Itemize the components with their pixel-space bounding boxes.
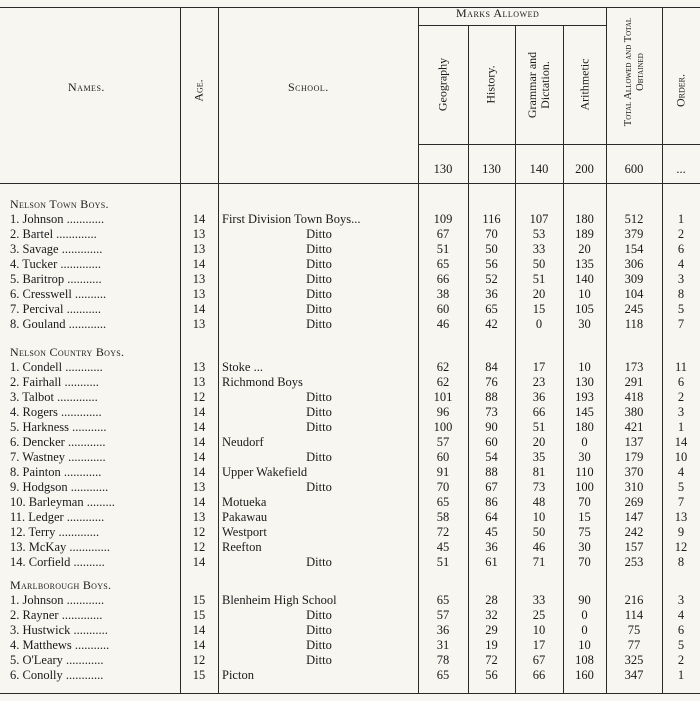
arithmetic-cell: 15 — [578, 510, 591, 524]
history-cell: 28 — [485, 593, 498, 607]
arithmetic-cell: 193 — [575, 390, 594, 404]
history-cell: 32 — [485, 608, 498, 622]
school-cell: Ditto — [306, 653, 332, 667]
history-cell: 42 — [485, 317, 498, 331]
age-cell: 14 — [192, 623, 206, 637]
order-cell: 6 — [677, 242, 685, 256]
geography-cell: 70 — [436, 480, 450, 494]
grammar-cell: 0 — [535, 317, 543, 331]
total-cell: 306 — [624, 257, 644, 271]
school-cell: Ditto — [306, 480, 332, 494]
total-cell: 216 — [624, 593, 644, 607]
order-cell: 2 — [677, 227, 685, 241]
arithmetic-cell: 0 — [581, 623, 588, 637]
age-cell: 14 — [192, 212, 206, 226]
history-cell: 60 — [485, 435, 498, 449]
geography-cell: 67 — [436, 227, 450, 241]
grammar-cell: 17 — [532, 360, 546, 374]
order-cell: 7 — [677, 495, 685, 509]
age-cell: 14 — [192, 450, 206, 464]
grammar-cell: 46 — [532, 540, 546, 554]
history-cell: 52 — [485, 272, 498, 286]
student-name: 12. Terry ............. — [10, 525, 100, 539]
total-cell: 418 — [624, 390, 644, 404]
school-cell: Ditto — [306, 390, 332, 404]
order-cell: 3 — [677, 272, 685, 286]
age-cell: 13 — [192, 242, 206, 256]
age-cell: 14 — [192, 465, 206, 479]
total-cell: 75 — [627, 623, 641, 637]
geography-cell: 60 — [436, 450, 450, 464]
grammar-cell: 48 — [532, 495, 546, 509]
order-cell: 9 — [677, 525, 685, 539]
max-arithmetic: 200 — [575, 162, 594, 176]
grammar-cell: 15 — [532, 302, 546, 316]
student-name: 10. Barleyman ......... — [10, 495, 115, 509]
history-cell: 76 — [485, 375, 498, 389]
student-name: 2. Rayner ............. — [10, 608, 103, 622]
geography-cell: 100 — [433, 420, 453, 434]
geography-cell: 109 — [433, 212, 453, 226]
history-cell: 84 — [485, 360, 498, 374]
age-cell: 14 — [192, 405, 206, 419]
grammar-cell: 25 — [532, 608, 546, 622]
total-cell: 325 — [624, 653, 644, 667]
grammar-cell: 33 — [532, 593, 546, 607]
school-cell: Ditto — [306, 272, 332, 286]
arithmetic-cell: 160 — [575, 668, 594, 682]
student-name: 3. Hustwick ........... — [10, 623, 108, 637]
grammar-cell: 81 — [532, 465, 546, 479]
order-cell: 4 — [677, 608, 685, 622]
arithmetic-cell: 145 — [575, 405, 594, 419]
col-rule-age — [180, 7, 181, 693]
student-name: 6. Dencker ............ — [10, 435, 106, 449]
student-name: 3. Savage ............. — [10, 242, 103, 256]
total-cell: 380 — [624, 405, 644, 419]
grammar-cell: 35 — [532, 450, 546, 464]
history-cell: 50 — [485, 242, 498, 256]
total-cell: 512 — [624, 212, 644, 226]
school-cell: Reefton — [222, 540, 262, 554]
geography-cell: 57 — [436, 608, 450, 622]
arithmetic-cell: 20 — [578, 242, 591, 256]
school-cell: Ditto — [306, 287, 332, 301]
geography-cell: 62 — [436, 375, 450, 389]
school-cell: Ditto — [306, 242, 332, 256]
history-cell: 86 — [485, 495, 498, 509]
school-cell: Westport — [222, 525, 267, 539]
history-cell: 54 — [485, 450, 498, 464]
arithmetic-cell: 140 — [575, 272, 594, 286]
geography-cell: 62 — [436, 360, 450, 374]
group-title: Marlborough Boys. — [10, 578, 112, 592]
col-rule-geo — [418, 7, 419, 693]
grammar-cell: 17 — [532, 638, 546, 652]
order-cell: 5 — [677, 638, 685, 652]
student-name: 2. Fairhall ........... — [10, 375, 99, 389]
order-cell: 7 — [677, 317, 685, 331]
total-cell: 253 — [624, 555, 644, 569]
student-name: 1. Condell ............ — [10, 360, 103, 374]
top-rule — [0, 7, 700, 8]
history-cell: 61 — [485, 555, 498, 569]
order-cell: 3 — [677, 405, 685, 419]
geography-cell: 65 — [436, 593, 450, 607]
geography-cell: 51 — [436, 555, 450, 569]
history-cell: 36 — [485, 287, 498, 301]
student-name: 6. Cresswell .......... — [10, 287, 107, 301]
school-cell: Neudorf — [222, 435, 264, 449]
history-cell: 67 — [485, 480, 498, 494]
col-rule-school — [218, 7, 219, 693]
student-name: 8. Gouland ............ — [10, 317, 107, 331]
student-name: 11. Ledger ............ — [10, 510, 105, 524]
age-cell: 14 — [192, 555, 206, 569]
geography-cell: 65 — [436, 495, 450, 509]
total-cell: 421 — [624, 420, 644, 434]
total-cell: 309 — [624, 272, 644, 286]
arithmetic-cell: 100 — [575, 480, 594, 494]
order-cell: 1 — [677, 420, 685, 434]
group-title: Nelson Country Boys. — [10, 345, 125, 359]
order-cell: 1 — [677, 668, 685, 682]
max-row-rule — [418, 144, 700, 145]
age-cell: 13 — [192, 272, 206, 286]
arithmetic-header: Arithmetic — [577, 58, 592, 111]
geography-cell: 101 — [433, 390, 453, 404]
age-cell: 15 — [192, 608, 206, 622]
arithmetic-cell: 110 — [575, 465, 594, 479]
student-name: 8. Painton ............ — [10, 465, 102, 479]
grammar-cell: 66 — [532, 668, 546, 682]
school-cell: Richmond Boys — [222, 375, 303, 389]
arithmetic-cell: 130 — [575, 375, 594, 389]
student-name: 14. Corfield .......... — [10, 555, 105, 569]
order-cell: 12 — [674, 540, 688, 554]
student-name: 4. Tucker ............. — [10, 257, 101, 271]
arithmetic-cell: 105 — [575, 302, 594, 316]
history-cell: 56 — [485, 668, 498, 682]
geography-cell: 65 — [436, 668, 450, 682]
order-cell: 2 — [677, 653, 685, 667]
history-cell: 29 — [485, 623, 498, 637]
arithmetic-cell: 10 — [578, 287, 591, 301]
student-name: 9. Hodgson ............ — [10, 480, 109, 494]
age-cell: 12 — [192, 525, 206, 539]
geography-cell: 91 — [436, 465, 450, 479]
order-cell: 8 — [677, 287, 685, 301]
student-name: 2. Bartel ............. — [10, 227, 97, 241]
arithmetic-cell: 30 — [578, 540, 591, 554]
school-cell: Picton — [222, 668, 254, 682]
total-cell: 104 — [624, 287, 644, 301]
age-cell: 12 — [192, 653, 206, 667]
school-cell: Upper Wakefield — [222, 465, 308, 479]
grammar-cell: 107 — [529, 212, 549, 226]
total-cell: 154 — [624, 242, 644, 256]
history-cell: 116 — [482, 212, 501, 226]
order-cell: 11 — [674, 360, 688, 374]
school-cell: Blenheim High School — [222, 593, 337, 607]
student-name: 5. O'Leary ............ — [10, 653, 104, 667]
age-cell: 12 — [192, 540, 206, 554]
arithmetic-cell: 10 — [578, 638, 591, 652]
history-cell: 45 — [485, 525, 498, 539]
arithmetic-cell: 135 — [575, 257, 594, 271]
history-cell: 72 — [485, 653, 498, 667]
marks-header-rule — [418, 25, 606, 26]
age-cell: 13 — [192, 287, 206, 301]
max-grammar: 140 — [529, 162, 549, 176]
total-cell: 291 — [624, 375, 644, 389]
col-rule-order — [662, 7, 663, 693]
total-cell: 114 — [624, 608, 644, 622]
geography-cell: 31 — [436, 638, 450, 652]
group-title: Nelson Town Boys. — [10, 197, 109, 211]
history-cell: 36 — [485, 540, 498, 554]
total-cell: 269 — [624, 495, 644, 509]
student-name: 7. Percival ........... — [10, 302, 101, 316]
grammar-cell: 20 — [532, 435, 546, 449]
age-cell: 15 — [192, 593, 206, 607]
order-cell: 8 — [677, 555, 685, 569]
geography-cell: 60 — [436, 302, 450, 316]
school-cell: Ditto — [306, 420, 332, 434]
student-name: 4. Rogers ............. — [10, 405, 102, 419]
geography-cell: 51 — [436, 242, 450, 256]
school-cell: First Division Town Boys... — [222, 212, 361, 226]
total-header: Total Allowed and Total Obtained — [623, 17, 646, 127]
school-cell: Motueka — [222, 495, 267, 509]
history-cell: 70 — [485, 227, 498, 241]
student-name: 5. Baritrop ........... — [10, 272, 102, 286]
student-name: 3. Talbot ............. — [10, 390, 98, 404]
order-cell: 14 — [674, 435, 688, 449]
geography-header: Geography — [435, 57, 450, 112]
school-cell: Ditto — [306, 638, 332, 652]
history-cell: 56 — [485, 257, 498, 271]
total-cell: 77 — [627, 638, 641, 652]
geography-cell: 96 — [436, 405, 450, 419]
school-cell: Ditto — [306, 302, 332, 316]
student-name: 1. Johnson ............ — [10, 212, 105, 226]
geography-cell: 36 — [436, 623, 450, 637]
grammar-cell: 10 — [532, 510, 546, 524]
total-cell: 245 — [624, 302, 644, 316]
total-cell: 179 — [624, 450, 644, 464]
grammar-cell: 23 — [532, 375, 546, 389]
total-cell: 370 — [624, 465, 644, 479]
grammar-cell: 36 — [532, 390, 546, 404]
max-history: 130 — [482, 162, 501, 176]
grammar-cell: 50 — [532, 257, 546, 271]
arithmetic-cell: 108 — [575, 653, 594, 667]
arithmetic-cell: 30 — [578, 450, 591, 464]
school-cell: Ditto — [306, 450, 332, 464]
grammar-cell: 10 — [532, 623, 546, 637]
age-cell: 14 — [192, 435, 206, 449]
max-order: ... — [676, 162, 686, 176]
age-cell: 13 — [192, 480, 206, 494]
age-cell: 13 — [192, 227, 206, 241]
age-cell: 12 — [192, 390, 206, 404]
geography-cell: 65 — [436, 257, 450, 271]
arithmetic-cell: 10 — [578, 360, 591, 374]
total-cell: 242 — [624, 525, 644, 539]
geography-cell: 58 — [436, 510, 450, 524]
grammar-cell: 51 — [532, 420, 546, 434]
school-cell: Ditto — [306, 317, 332, 331]
grammar-cell: 51 — [532, 272, 546, 286]
total-cell: 147 — [624, 510, 644, 524]
school-cell: Ditto — [306, 227, 332, 241]
age-cell: 13 — [192, 510, 206, 524]
student-name: 4. Matthews ........... — [10, 638, 110, 652]
age-cell: 13 — [192, 360, 206, 374]
grammar-cell: 20 — [532, 287, 546, 301]
total-cell: 137 — [624, 435, 644, 449]
geography-cell: 45 — [436, 540, 450, 554]
grammar-cell: 33 — [532, 242, 546, 256]
arithmetic-cell: 70 — [578, 495, 591, 509]
school-cell: Ditto — [306, 405, 332, 419]
total-cell: 310 — [624, 480, 644, 494]
names-header: Names. — [68, 80, 105, 94]
grammar-cell: 67 — [532, 653, 546, 667]
age-cell: 14 — [192, 257, 206, 271]
age-cell: 14 — [192, 302, 206, 316]
order-cell: 10 — [674, 450, 688, 464]
history-cell: 19 — [485, 638, 498, 652]
order-cell: 2 — [677, 390, 685, 404]
order-cell: 4 — [677, 257, 685, 271]
student-name: 7. Wastney ............ — [10, 450, 106, 464]
arithmetic-cell: 180 — [575, 420, 594, 434]
age-cell: 14 — [192, 495, 206, 509]
order-cell: 4 — [677, 465, 685, 479]
header-bottom-rule — [0, 183, 700, 184]
arithmetic-cell: 0 — [581, 435, 588, 449]
marks-allowed-header: Marks Allowed — [456, 6, 540, 20]
age-cell: 14 — [192, 420, 206, 434]
age-header: Age. — [191, 79, 206, 102]
student-name: 13. McKay ............. — [10, 540, 110, 554]
school-cell: Ditto — [306, 608, 332, 622]
order-header: Order. — [673, 74, 688, 108]
student-name: 1. Johnson ............ — [10, 593, 105, 607]
geography-cell: 57 — [436, 435, 450, 449]
bottom-rule — [0, 693, 700, 694]
total-cell: 173 — [624, 360, 644, 374]
grammar-cell: 53 — [532, 227, 546, 241]
arithmetic-cell: 180 — [575, 212, 594, 226]
total-cell: 379 — [624, 227, 644, 241]
age-cell: 15 — [192, 668, 206, 682]
max-geography: 130 — [433, 162, 453, 176]
school-header: School. — [288, 80, 329, 94]
history-header: History. — [483, 65, 498, 104]
grammar-cell: 71 — [532, 555, 546, 569]
age-cell: 14 — [192, 638, 206, 652]
grammar-cell: 73 — [532, 480, 546, 494]
grammar-header: Grammar and Dictation. — [525, 51, 552, 119]
geography-cell: 46 — [436, 317, 450, 331]
history-cell: 88 — [485, 465, 498, 479]
arithmetic-cell: 189 — [575, 227, 594, 241]
history-cell: 90 — [485, 420, 498, 434]
arithmetic-cell: 0 — [581, 608, 588, 622]
school-cell: Stoke ... — [222, 360, 263, 374]
arithmetic-cell: 75 — [578, 525, 591, 539]
geography-cell: 66 — [436, 272, 450, 286]
student-name: 6. Conolly ............ — [10, 668, 104, 682]
order-cell: 13 — [674, 510, 688, 524]
age-cell: 13 — [192, 375, 206, 389]
arithmetic-cell: 70 — [578, 555, 591, 569]
history-cell: 73 — [485, 405, 498, 419]
school-cell: Ditto — [306, 555, 332, 569]
order-cell: 5 — [677, 302, 685, 316]
student-name: 5. Harkness ........... — [10, 420, 107, 434]
order-cell: 5 — [677, 480, 685, 494]
grammar-cell: 50 — [532, 525, 546, 539]
school-cell: Pakawau — [222, 510, 268, 524]
total-cell: 118 — [624, 317, 644, 331]
history-cell: 88 — [485, 390, 498, 404]
max-total: 600 — [624, 162, 644, 176]
grammar-cell: 66 — [532, 405, 546, 419]
geography-cell: 78 — [436, 653, 450, 667]
col-rule-total — [606, 7, 607, 693]
order-cell: 6 — [677, 623, 685, 637]
history-cell: 65 — [485, 302, 498, 316]
total-cell: 347 — [624, 668, 644, 682]
school-cell: Ditto — [306, 257, 332, 271]
order-cell: 6 — [677, 375, 685, 389]
arithmetic-cell: 30 — [578, 317, 591, 331]
school-cell: Ditto — [306, 623, 332, 637]
history-cell: 64 — [485, 510, 498, 524]
arithmetic-cell: 90 — [578, 593, 591, 607]
geography-cell: 72 — [436, 525, 450, 539]
order-cell: 1 — [677, 212, 685, 226]
total-cell: 157 — [624, 540, 644, 554]
age-cell: 13 — [192, 317, 206, 331]
geography-cell: 38 — [436, 287, 450, 301]
order-cell: 3 — [677, 593, 685, 607]
